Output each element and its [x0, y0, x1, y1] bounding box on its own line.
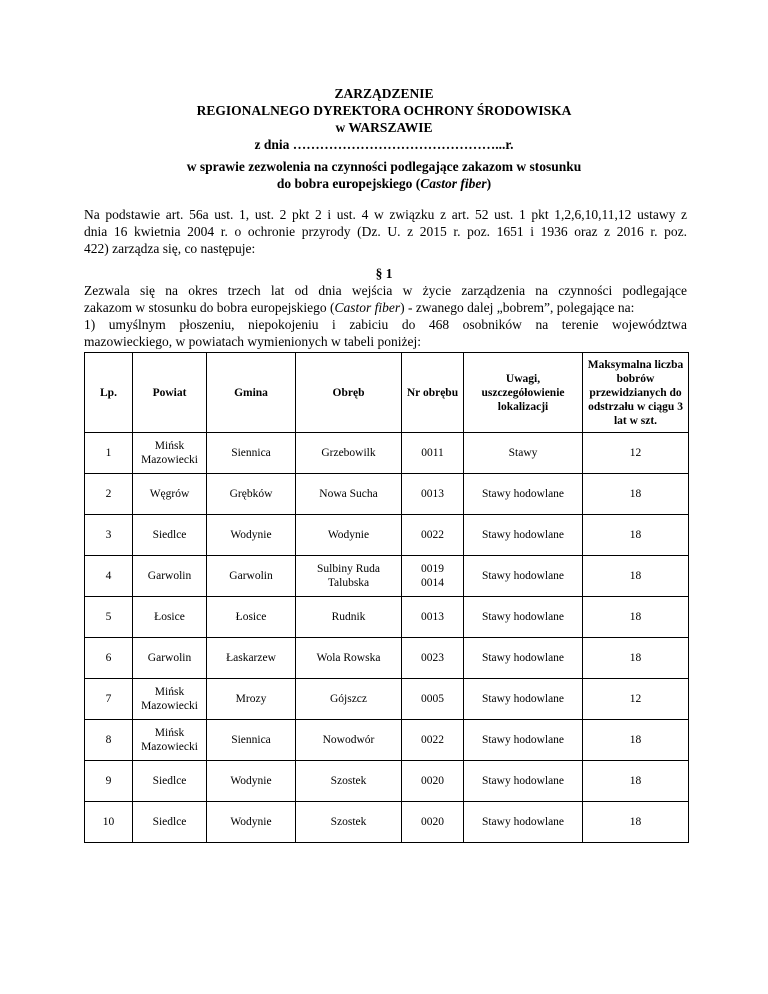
cell-lp: 6	[85, 638, 133, 679]
cell-lp: 5	[85, 597, 133, 638]
table-row	[85, 474, 689, 515]
cell-nr: 0020	[402, 761, 464, 802]
cell-max: 18	[583, 515, 689, 556]
cell-lp: 10	[85, 802, 133, 843]
subject-text: do bobra europejskiego (	[276, 176, 421, 191]
cell-max: 18	[583, 597, 689, 638]
section-1-line-4: mazowieckiego, w powiatach wymienionych w tabeli poniżej:	[84, 334, 422, 349]
cell-obreb: Wola Rowska	[296, 638, 402, 679]
cell-obreb: Gójszcz	[296, 679, 402, 720]
section-1-line-1: Zezwala się na okres trzech lat od dnia wejścia w życie zarządzenia na czynności podlegające	[84, 283, 687, 298]
cell-lp: 3	[85, 515, 133, 556]
table-row	[85, 597, 689, 638]
section-1-text: zakazom w stosunku do bobra europejskiego (	[84, 300, 335, 315]
cell-max: 12	[583, 679, 689, 720]
header-gmina: Gmina	[207, 353, 296, 433]
cell-powiat: Siedlce	[133, 761, 207, 802]
cell-obreb: Szostek	[296, 761, 402, 802]
cell-lp: 4	[85, 556, 133, 597]
cell-nr: 0019 0014	[402, 556, 464, 597]
document-title	[0, 85, 768, 153]
cell-powiat: Mińsk Mazowiecki	[133, 433, 207, 474]
cell-gmina: Łaskarzew	[207, 638, 296, 679]
cell-max: 18	[583, 556, 689, 597]
title-line-1: ZARZĄDZENIE	[334, 86, 434, 101]
legal-basis-line-1: Na podstawie art. 56a ust. 1, ust. 2 pkt 2 i ust. 4 w związku z art. 52 ust. 1 pkt 1,2,6,10,11,12 ustawy z	[84, 207, 687, 222]
cell-nr: 0022	[402, 515, 464, 556]
cell-gmina: Mrozy	[207, 679, 296, 720]
cell-gmina: Łosice	[207, 597, 296, 638]
subject-line-2	[0, 175, 768, 192]
header-lp: Lp.	[85, 353, 133, 433]
cell-powiat: Mińsk Mazowiecki	[133, 720, 207, 761]
cell-uwagi: Stawy hodowlane	[464, 761, 583, 802]
table-row	[85, 679, 689, 720]
subject-line-1: w sprawie zezwolenia na czynności podlegające zakazom w stosunku	[186, 159, 582, 174]
cell-nr: 0013	[402, 474, 464, 515]
subject-text-end: )	[486, 176, 492, 191]
cell-powiat: Węgrów	[133, 474, 207, 515]
cell-nr: 0023	[402, 638, 464, 679]
table-row	[85, 638, 689, 679]
cell-powiat: Mińsk Mazowiecki	[133, 679, 207, 720]
document-subject	[0, 158, 768, 192]
cell-obreb: Rudnik	[296, 597, 402, 638]
cell-powiat: Siedlce	[133, 802, 207, 843]
cell-nr: 0011	[402, 433, 464, 474]
cell-uwagi: Stawy hodowlane	[464, 802, 583, 843]
cell-gmina: Wodynie	[207, 515, 296, 556]
cell-uwagi: Stawy hodowlane	[464, 679, 583, 720]
beaver-culling-table	[84, 352, 689, 843]
header-max-count: Maksymalna liczba bobrów przewidzianych do odstrzału w ciągu 3 lat w szt.	[583, 353, 689, 433]
cell-max: 18	[583, 761, 689, 802]
cell-nr: 0005	[402, 679, 464, 720]
legal-basis-paragraph	[84, 206, 687, 257]
cell-gmina: Grębków	[207, 474, 296, 515]
section-1-paragraph	[84, 282, 687, 350]
cell-powiat: Garwolin	[133, 556, 207, 597]
cell-gmina: Wodynie	[207, 761, 296, 802]
header-powiat: Powiat	[133, 353, 207, 433]
section-1-text-end: ) - zwanego dalej „bobrem”, polegające na:	[400, 300, 635, 315]
cell-uwagi: Stawy hodowlane	[464, 720, 583, 761]
table-header-row	[85, 353, 689, 433]
cell-gmina: Garwolin	[207, 556, 296, 597]
cell-obreb: Sulbiny Ruda Talubska	[296, 556, 402, 597]
table-row	[85, 515, 689, 556]
table-row	[85, 556, 689, 597]
cell-powiat: Garwolin	[133, 638, 207, 679]
cell-uwagi: Stawy	[464, 433, 583, 474]
cell-nr: 0013	[402, 597, 464, 638]
cell-lp: 8	[85, 720, 133, 761]
cell-nr: 0020	[402, 802, 464, 843]
cell-lp: 9	[85, 761, 133, 802]
cell-powiat: Łosice	[133, 597, 207, 638]
header-obreb: Obręb	[296, 353, 402, 433]
cell-lp: 7	[85, 679, 133, 720]
table-row	[85, 802, 689, 843]
species-latin-name: Castor fiber	[334, 300, 401, 315]
legal-basis-line-2: dnia 16 kwietnia 2004 r. o ochronie przyrody (Dz. U. z 2015 r. poz. 1651 i 1936 oraz z 2016 r. poz.	[84, 224, 687, 239]
cell-nr: 0022	[402, 720, 464, 761]
table-row	[85, 761, 689, 802]
species-latin-name: Castor fiber	[420, 176, 487, 191]
cell-lp: 2	[85, 474, 133, 515]
cell-powiat: Siedlce	[133, 515, 207, 556]
header-nr-obrebu: Nr obrębu	[402, 353, 464, 433]
cell-uwagi: Stawy hodowlane	[464, 556, 583, 597]
table-row	[85, 433, 689, 474]
cell-uwagi: Stawy hodowlane	[464, 515, 583, 556]
section-number: § 1	[375, 266, 393, 281]
cell-obreb: Nowodwór	[296, 720, 402, 761]
cell-gmina: Siennica	[207, 433, 296, 474]
cell-max: 18	[583, 802, 689, 843]
cell-gmina: Wodynie	[207, 802, 296, 843]
cell-uwagi: Stawy hodowlane	[464, 474, 583, 515]
cell-obreb: Szostek	[296, 802, 402, 843]
cell-max: 12	[583, 433, 689, 474]
legal-basis-line-3: 422) zarządza się, co następuje:	[84, 241, 256, 256]
cell-obreb: Wodynie	[296, 515, 402, 556]
section-1-line-2	[84, 299, 687, 316]
cell-uwagi: Stawy hodowlane	[464, 638, 583, 679]
header-uwagi: Uwagi, uszczegółowienie lokalizacji	[464, 353, 583, 433]
cell-lp: 1	[85, 433, 133, 474]
cell-obreb: Nowa Sucha	[296, 474, 402, 515]
section-1-line-3: 1) umyślnym płoszeniu, niepokojeniu i zabiciu do 468 osobników na terenie województwa	[84, 317, 687, 332]
cell-max: 18	[583, 474, 689, 515]
title-date-line: z dnia ………………………………………...r.	[254, 137, 514, 152]
table-row	[85, 720, 689, 761]
cell-gmina: Siennica	[207, 720, 296, 761]
title-line-2: REGIONALNEGO DYREKTORA OCHRONY ŚRODOWISKA	[196, 103, 572, 118]
cell-obreb: Grzebowilk	[296, 433, 402, 474]
cell-max: 18	[583, 638, 689, 679]
title-line-3: w WARSZAWIE	[335, 120, 433, 135]
cell-uwagi: Stawy hodowlane	[464, 597, 583, 638]
cell-max: 18	[583, 720, 689, 761]
